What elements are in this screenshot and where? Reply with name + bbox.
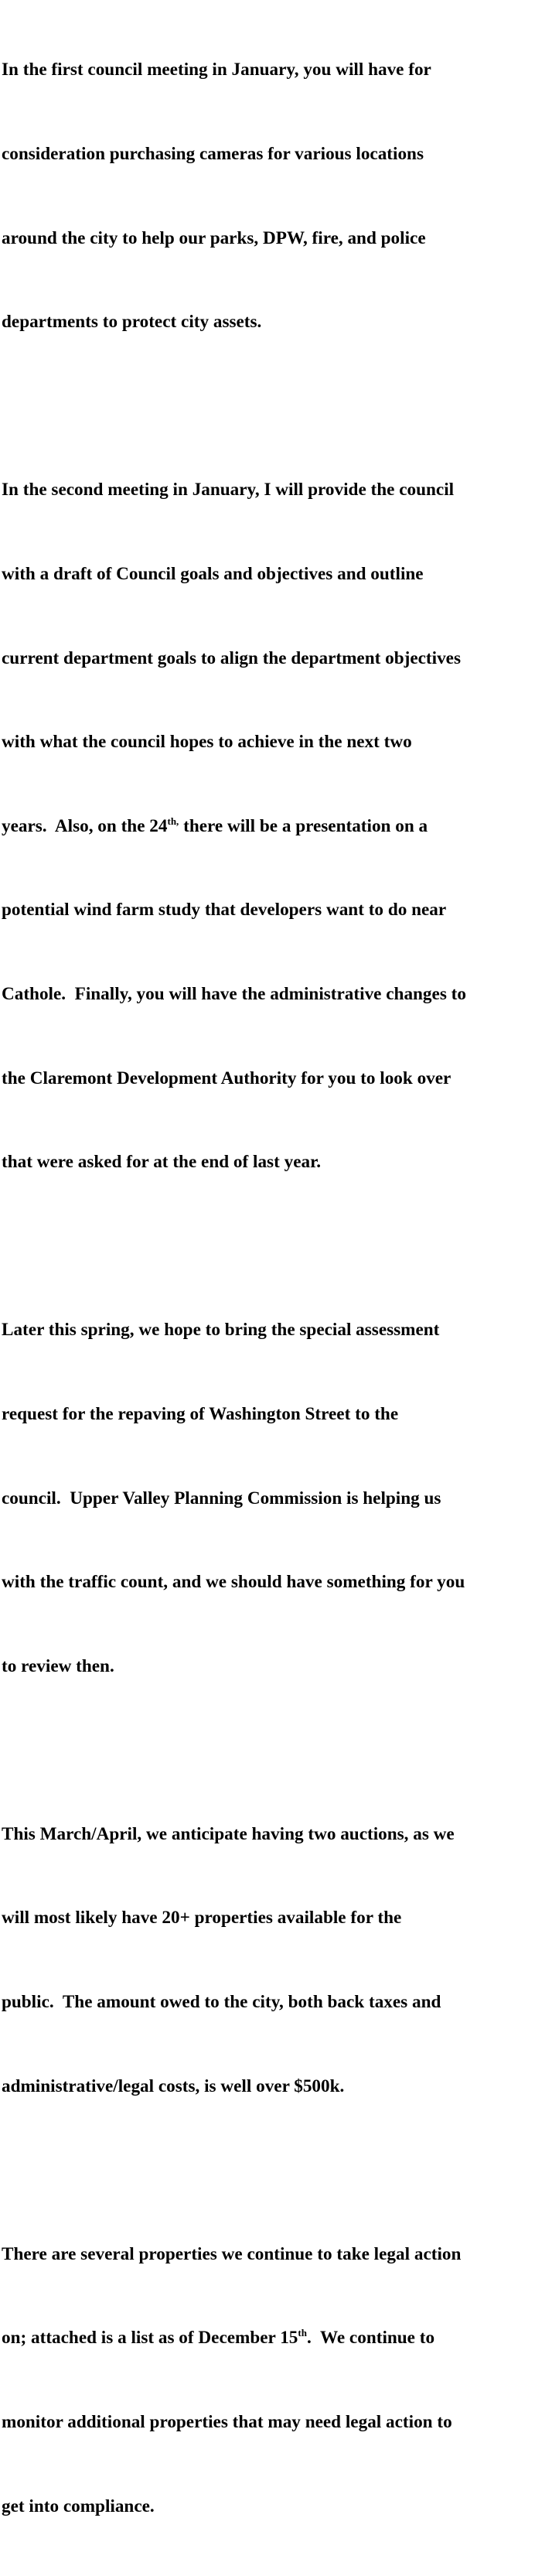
paragraph-gap	[2, 1232, 552, 1260]
text-line: monitor additional properties that may need legal action to	[2, 2412, 452, 2433]
text-line: potential wind farm study that developers want to do near	[2, 900, 447, 921]
text-line: to review then.	[2, 1655, 114, 1676]
paragraph-council-goals	[2, 420, 552, 1232]
text-line: Cathole. Finally, you will have the administrative changes to	[2, 983, 466, 1004]
text-line: the Claremont Development Authority for you to look over	[2, 1068, 451, 1088]
text-line: public. The amount owed to the city, both back taxes and	[2, 1992, 441, 2013]
paragraph-cameras	[2, 0, 552, 392]
text-fragment: there will be a presentation on a	[179, 815, 428, 836]
document-page	[2, 0, 552, 2576]
text-line: This March/April, we anticipate having two auctions, as we	[2, 1823, 455, 1844]
text-fragment: years. Also, on the 24	[2, 815, 168, 836]
ordinal-superscript: th	[298, 2327, 307, 2339]
text-line-with-superscript	[2, 2324, 552, 2352]
text-line-with-superscript	[2, 812, 552, 840]
text-line: get into compliance.	[2, 2496, 155, 2516]
paragraph-gap	[2, 2156, 552, 2184]
text-line: will most likely have 20+ properties available for the	[2, 1908, 402, 1929]
text-line: council. Upper Valley Planning Commission is helping us	[2, 1488, 441, 1508]
text-line: consideration purchasing cameras for various locations	[2, 144, 424, 164]
paragraph-gap	[2, 1736, 552, 1764]
text-line: with a draft of Council goals and objectives and outline	[2, 563, 424, 584]
text-line: with what the council hopes to achieve in the next two	[2, 732, 412, 753]
text-line: There are several properties we continue to take legal action	[2, 2243, 462, 2264]
text-line: with the traffic count, and we should have something for you	[2, 1572, 465, 1593]
text-line: that were asked for at the end of last year.	[2, 1152, 322, 1173]
text-line: Later this spring, we hope to bring the special assessment	[2, 1320, 440, 1341]
text-fragment: on; attached is a list as of December 15	[2, 2328, 298, 2349]
text-line: administrative/legal costs, is well over $500k.	[2, 2075, 345, 2096]
paragraph-legal-action	[2, 2184, 552, 2576]
paragraph-gap	[2, 392, 552, 420]
text-line: around the city to help our parks, DPW, fire, and police	[2, 227, 426, 248]
paragraph-auctions	[2, 1764, 552, 2156]
paragraph-repaving	[2, 1260, 552, 1736]
text-line: In the second meeting in January, I will provide the council	[2, 480, 455, 501]
ordinal-superscript: th,	[167, 815, 179, 827]
text-line: current department goals to align the department objectives	[2, 647, 461, 668]
text-line: In the first council meeting in January, you will have for	[2, 60, 431, 80]
text-line: request for the repaving of Washington Street to the	[2, 1403, 399, 1424]
text-line: departments to protect city assets.	[2, 312, 262, 333]
text-fragment: . We continue to	[306, 2328, 435, 2349]
